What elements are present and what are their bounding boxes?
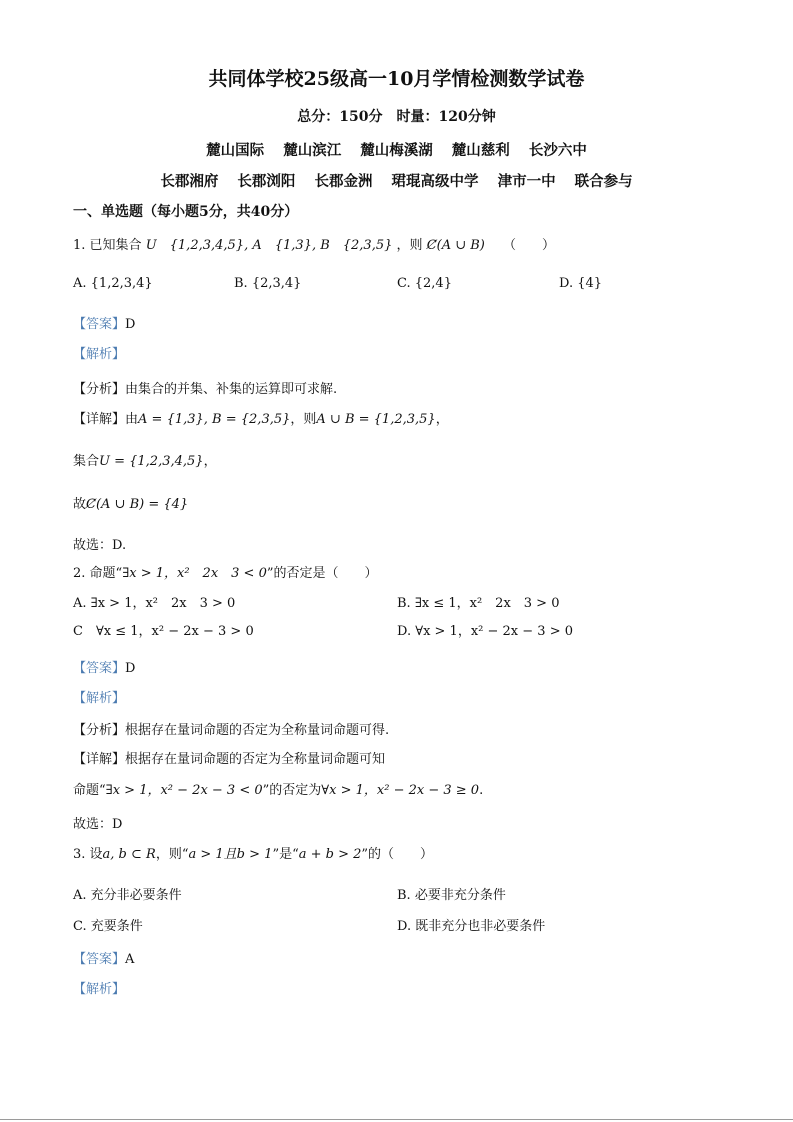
q1-stem-prefix: 1. 已知集合 (73, 238, 142, 253)
q3-analysis-label: 【解析】 (73, 982, 126, 997)
q3-stem-math3: a + b > 2 (298, 847, 362, 862)
q2-answer-value: D (125, 661, 136, 676)
schools-line-1: 麓山国际 麓山滨江 麓山梅溪湖 麓山慈利 长沙六中 (206, 142, 587, 159)
q1-answer-value: D (125, 317, 136, 332)
exam-subtitle: 总分：150分 时量：120分钟 (297, 109, 496, 125)
q1-stem-mid: ，则 (396, 238, 423, 253)
q1-option-d: D. {4} (559, 276, 603, 291)
q1-answer (73, 316, 135, 334)
q2-detail2-b: ”的否定为 (262, 783, 322, 798)
q3-stem-mid2: ”是“ (272, 847, 299, 862)
q3-stem-math: a, b ⊂ R (102, 847, 156, 862)
q2-answer (73, 660, 135, 678)
q1-detail2-b: ， (203, 454, 217, 469)
q2-stem-prefix: 2. 命题“ (73, 566, 123, 581)
q1-fenxi (73, 381, 337, 399)
q2-detail2-math2: ∀x > 1，x² − 2x − 3 ≥ 0 (321, 783, 480, 798)
q2-option-c: C ∀x ≤ 1，x² − 2x − 3 > 0 (73, 624, 254, 639)
q2-stem (73, 565, 378, 583)
q3-option-b: B. 必要非充分条件 (397, 888, 506, 903)
q2-choose: 故选：D (73, 817, 123, 832)
q1-option-c: C. {2,4} (397, 276, 452, 291)
q2-fenxi-text: 根据存在量词命题的否定为全称量词命题可得. (125, 723, 390, 738)
q3-option-c: C. 充要条件 (73, 919, 143, 934)
q1-detail1-b: ，则 (290, 412, 317, 427)
q3-answer (73, 951, 134, 969)
q2-detail2-math: ∃x > 1，x² − 2x − 3 < 0 (105, 783, 263, 798)
q1-detail2-a: 集合 (73, 454, 100, 469)
q1-fenxi-label: 【分析】 (73, 382, 126, 397)
q1-detail2-math: U = {1,2,3,4,5} (99, 454, 204, 469)
q1-detail-line-2 (73, 453, 217, 471)
q2-detail2-a: 命题“ (73, 783, 106, 798)
q1-option-a: A. {1,2,3,4} (73, 276, 153, 291)
q2-detail2-c: . (479, 783, 484, 798)
q1-option-b: B. {2,3,4} (234, 276, 302, 291)
q1-choose: 故选：D. (73, 538, 127, 553)
q1-fenxi-text: 由集合的并集、补集的运算即可求解. (125, 382, 338, 397)
q1-detail3-math: Ȼ(A ∪ B) = {4} (86, 497, 189, 512)
q1-stem-math: U {1,2,3,4,5}, A {1,3}, B {2,3,5} (145, 238, 393, 253)
q2-detail-label: 【详解】 (73, 752, 126, 767)
q1-stem (73, 237, 555, 255)
q3-answer-value: A (125, 952, 135, 967)
q1-detail-line-3 (73, 496, 188, 514)
q3-stem (73, 846, 433, 864)
q3-option-d: D. 既非充分也非必要条件 (397, 919, 546, 934)
q3-stem-suffix: ”的（ ） (361, 847, 434, 862)
q2-option-d: D. ∀x > 1，x² − 2x − 3 > 0 (397, 624, 573, 639)
q3-answer-label: 【答案】 (73, 952, 126, 967)
q2-analysis-label: 【解析】 (73, 691, 126, 706)
q2-detail1: 根据存在量词命题的否定为全称量词命题可知 (125, 752, 386, 767)
q2-fenxi-label: 【分析】 (73, 723, 126, 738)
q1-analysis-label: 【解析】 (73, 347, 126, 362)
q1-stem-paren: （ ） (503, 238, 556, 253)
q1-detail1-c: ， (435, 412, 449, 427)
q2-stem-suffix: ”的否定是（ ） (266, 566, 378, 581)
q2-stem-math: ∃x > 1，x² 2x 3 < 0 (122, 566, 267, 581)
q3-option-a: A. 充分非必要条件 (73, 888, 182, 903)
schools-line-2: 长郡湘府 长郡浏阳 长郡金洲 珺琨高级中学 津市一中 联合参与 (160, 173, 633, 190)
q2-fenxi (73, 722, 389, 740)
q2-answer-label: 【答案】 (73, 661, 126, 676)
q1-detail3-a: 故 (73, 497, 87, 512)
q1-stem-math2: Ȼ(A ∪ B) (426, 238, 485, 253)
section-heading: 一、单选题（每小题5分，共40分） (73, 204, 299, 220)
q2-detail-line-1 (73, 751, 385, 769)
q1-detail-label: 【详解】 (73, 412, 126, 427)
q1-detail1-a: 由 (125, 412, 139, 427)
q2-option-b: B. ∃x ≤ 1，x² 2x 3 > 0 (397, 596, 560, 611)
q3-stem-mid: ，则“ (155, 847, 189, 862)
q1-detail1-math2: A ∪ B = {1,2,3,5} (316, 412, 436, 427)
q1-detail-line-1 (73, 411, 449, 429)
q2-option-a: A. ∃x > 1，x² 2x 3 > 0 (73, 596, 236, 611)
q3-stem-prefix: 3. 设 (73, 847, 103, 862)
q2-detail-line-2 (73, 782, 483, 800)
exam-title: 共同体学校25级高一10月学情检测数学试卷 (208, 68, 585, 90)
q3-stem-math2: a > 1且b > 1 (188, 847, 273, 862)
q1-answer-label: 【答案】 (73, 317, 126, 332)
q1-detail1-math: A = {1,3}, B = {2,3,5} (138, 412, 291, 427)
page-bottom-rule (0, 1119, 793, 1120)
